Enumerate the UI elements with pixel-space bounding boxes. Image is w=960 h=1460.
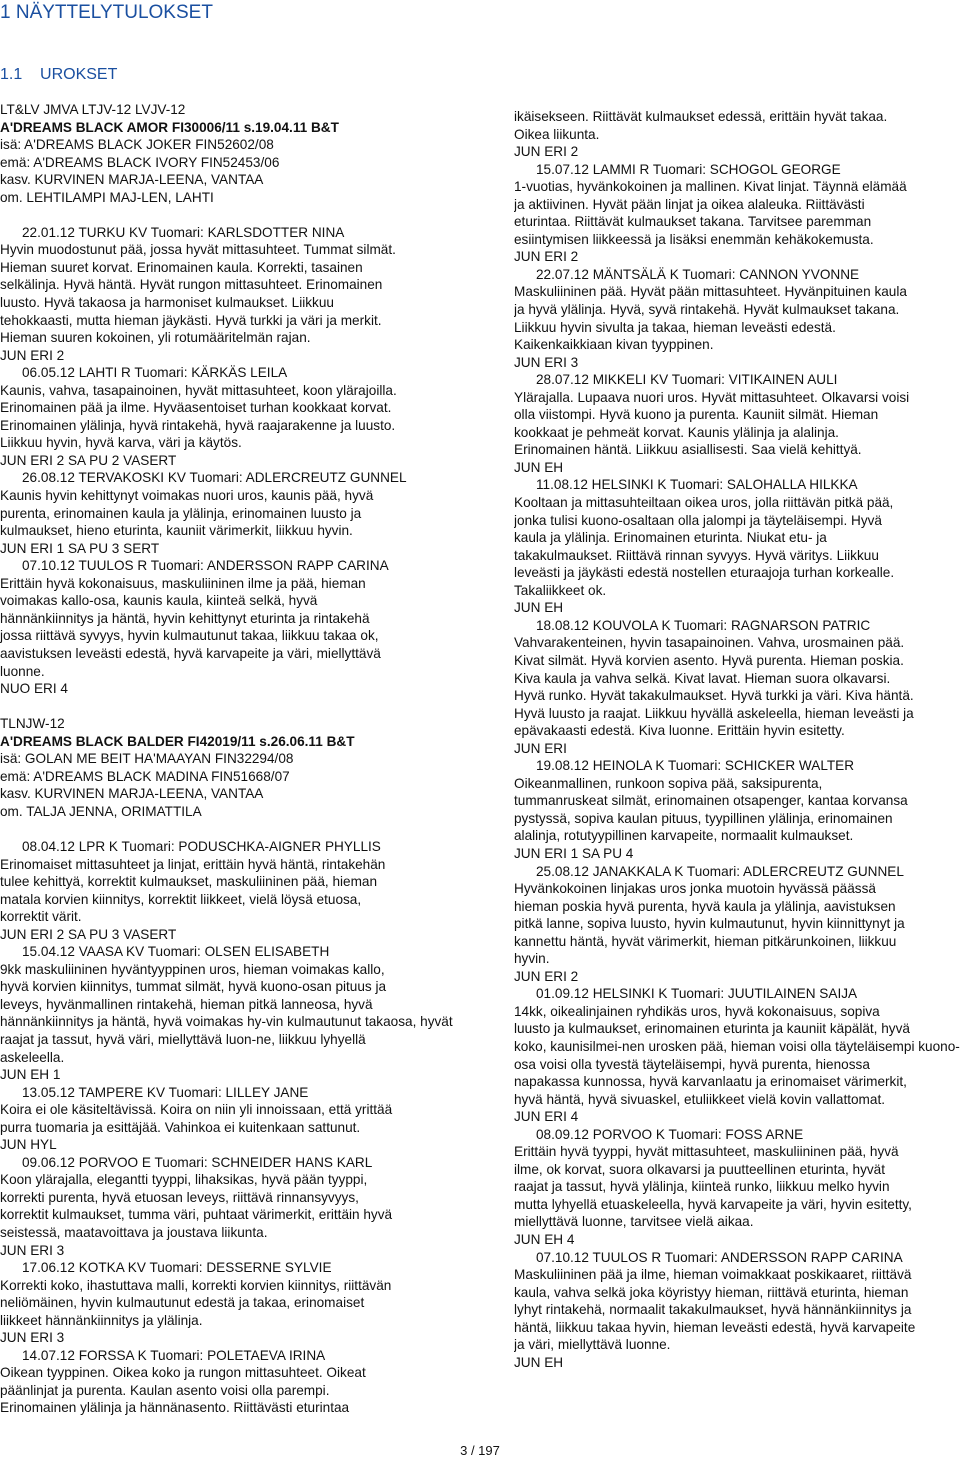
text-line: leveästi ja jäykästi edestä nostellen eturaajoja turhan korkealle. (514, 565, 895, 581)
show-result-header: 08.04.12 LPR K Tuomari: PODUSCHKA-AIGNER PHYLLIS (22, 838, 381, 854)
text-line: koko, kaunisilmei-nen urosken pää, hieman voisi olla täyteläisempi kuono- (514, 1038, 960, 1054)
text-line: 1-vuotias, hyvänkokoinen ja mallinen. Kivat linjat. Täynnä elämää (514, 179, 907, 195)
text-line: JUN ERI 1 SA PU 3 SERT (0, 540, 160, 556)
show-result-header: 18.08.12 KOUVOLA K Tuomari: RAGNARSON PATRIC (536, 617, 871, 633)
text-line: miellyttävä luonne, tarvitsee vielä aikaa. (514, 1214, 754, 1230)
show-result-header: 07.10.12 TUULOS R Tuomari: ANDERSSON RAPP CARINA (536, 1249, 903, 1265)
text-line: korrekti purenta, hyvä etuosan leveys, riittävä rinnansyvyys, (0, 1189, 359, 1205)
text-line: A'DREAMS BLACK BALDER FI42019/11 s.26.06.11 B&T (0, 733, 355, 749)
text-line: pystyssä, sopiva kaulan pituus, tyypillinen ylälinja, erinomainen (514, 810, 893, 826)
text-line: hännänkiinnitys ja häntä, hyvä voimakas hy-vin kulmautunut takaosa, hyvät (0, 1014, 453, 1030)
text-line: purra tuomaria ja esittäjää. Vahinkoa ei kuitenkaan sattunut. (0, 1119, 361, 1135)
text-line: kookkaat je pehmeät korvat. Kaunis ylälinja ja alalinja. (514, 424, 839, 440)
text-line: Erinomaiset mittasuhteet ja linjat, erittäin hyvä häntä, rintakehän (0, 856, 386, 872)
text-line: ja hyvä ylälinja. Hyvä, syvä rintakehä. Hyvät kulmaukset takana. (514, 302, 900, 318)
show-result-header: 17.06.12 KOTKA KV Tuomari: DESSERNE SYLVIE (22, 1260, 332, 1276)
text-line: LT&LV JMVA LTJV-12 LVJV-12 (0, 102, 186, 117)
text-line: takakulmaukset. Riittävä rinnan syvyys. Hyvä väritys. Liikkuu (514, 547, 879, 563)
text-line: jossa riittävä syvyys, hyvin kulmautunut takaa, liikkuu takaa ok, (0, 628, 379, 644)
right-column (514, 108, 960, 1371)
text-line: JUN ERI 2 SA PU 2 VASERT (0, 452, 177, 468)
text-line: napakassa kunnossa, hyvä karvanlaatu ja erinomaiset värimerkit, (514, 1074, 907, 1090)
text-line: JUN ERI 4 (514, 1109, 579, 1125)
text-line: pitkä lanne, sopiva luusto, hyvin kulmautunut, hyvin kiinnittynyt ja (514, 916, 905, 932)
text-line: Takaliikkeet ok. (514, 582, 607, 598)
text-line: Hieman suuren kokoinen, yli rotumääritelmän rajan. (0, 330, 311, 346)
text-line (0, 820, 462, 838)
text-line: tulee kehittyä, korrektit kulmaukset, maskuliininen pää, hieman (0, 874, 378, 890)
text-line: JUN HYL (0, 1137, 57, 1153)
text-line: om. TALJA JENNA, ORIMATTILA (0, 803, 202, 819)
text-line: Hyvin muodostunut pää, jossa hyvät mittasuhteet. Tummat silmät. (0, 242, 396, 258)
text-line: Oikeanmallinen, runkoon sopiva pää, saksipurenta, (514, 775, 823, 791)
text-line: häntä, liikkuu takaa hyvin, hieman leveästi edestä, hyvä karvapeite (514, 1319, 916, 1335)
text-line: Oikean tyyppinen. Oikea koko ja rungon mittasuhteet. Oikeat (0, 1365, 366, 1381)
text-line: olla viistompi. Hyvä kuono ja purenta. Kauniit silmät. Hieman (514, 407, 879, 423)
text-line: alalinja, rotutyypillinen karvapeite, normaalit kulmaukset. (514, 828, 854, 844)
chapter-heading: 1 NÄYTTELYTULOKSET (0, 2, 213, 23)
section-title: UROKSET (40, 66, 118, 83)
section-heading (0, 66, 117, 84)
text-line: matala korvien kiinnitys, korrektit liikkeet, vielä löysä etuosa, (0, 891, 362, 907)
show-result-header: 06.05.12 LAHTI R Tuomari: KÄRKÄS LEILA (22, 365, 288, 381)
text-line: mutta lyhyellä etuaskeleella, hyvä karvapeite ja väri, hyvin esitetty, (514, 1196, 912, 1212)
text-line: hieman poskia hyvä purenta, hyvä kaula ja ylälinja, aavistuksen (514, 898, 896, 914)
text-line: lyhyt rintakehä, normaalit takakulmaukset, hyvä hännänkiinnitys ja (514, 1302, 912, 1318)
text-line: Oikea liikunta. (514, 126, 600, 142)
text-line: JUN ERI 2 (514, 249, 579, 265)
text-line: NUO ERI 4 (0, 681, 68, 697)
show-result-header: 26.08.12 TERVAKOSKI KV Tuomari: ADLERCREUTZ GUNNEL (22, 470, 407, 486)
show-result-header: 19.08.12 HEINOLA K Tuomari: SCHICKER WALTER (536, 758, 855, 774)
text-line: osa voisi olla tyvestä täyteläisempi, hyvä purenta, hienossa (514, 1056, 870, 1072)
text-line: raajat ja tassut, hyvä väri, miellyttävä luon-ne, liikkuu lyhyellä (0, 1031, 366, 1047)
text-line: korrektit kulmaukset, tumma väri, puhtaat värimerkit, erittäin hyvä (0, 1207, 393, 1223)
text-line: Erinomainen ylälinja, hyvä rintakehä, hyvä raajarakenne ja luusto. (0, 417, 396, 433)
text-line: Korrekti koko, ihastuttava malli, korrekti korvien kiinnitys, riittävän (0, 1277, 392, 1293)
text-line: JUN ERI 2 (514, 144, 579, 160)
text-line: JUN ERI 1 SA PU 4 (514, 845, 634, 861)
text-line: Liikkuu hyvin, hyvä karva, väri ja käytös. (0, 435, 242, 451)
text-line: JUN EH (514, 600, 564, 616)
text-line: om. LEHTILAMPI MAJ-LEN, LAHTI (0, 189, 214, 205)
text-line: isä: GOLAN ME BEIT HA'MAAYAN FIN32294/08 (0, 751, 294, 767)
text-line: ja aktiivinen. Hyvät pään linjat ja oikea alaleuka. Riittävästi (514, 196, 865, 212)
text-line: JUN ERI 2 (514, 968, 579, 984)
text-line: Vahvarakenteinen, hyvin tasapainoinen. Vahva, urosmainen pää. (514, 635, 905, 651)
text-line: seistessä, maatavoittava ja joustava liikunta. (0, 1225, 268, 1240)
text-line: TLNJW-12 (0, 716, 65, 732)
text-line: isä: A'DREAMS BLACK JOKER FIN52602/08 (0, 137, 274, 153)
show-result-header: 15.04.12 VAASA KV Tuomari: OLSEN ELISABETH (22, 944, 330, 960)
text-line: neliömäinen, hyvin kulmautunut edestä ja takaa, erinomaiset (0, 1295, 365, 1311)
show-result-header: 14.07.12 FORSSA K Tuomari: POLETAEVA IRINA (22, 1347, 326, 1363)
text-line: hyvä korvien kiinnitys, tummat silmät, hyvä kuono-osan pituus ja (0, 979, 387, 995)
page-number: 3 / 197 (460, 1443, 500, 1458)
text-line: 14kk, oikealinjainen ryhdikäs uros, hyvä kokonaisuus, sopiva (514, 1003, 880, 1019)
text-line: kasv. KURVINEN MARJA-LEENA, VANTAA (0, 786, 264, 802)
text-line: Erinomainen pää ja ilme. Hyväasentoiset turhan kookkaat korvat. (0, 400, 392, 416)
text-line: tehokkaasti, mutta hieman jäykästi. Hyvä turkki ja väri ja merkit. (0, 312, 382, 328)
text-line: Koira ei ole käsiteltävissä. Koira on niin yli innoissaan, että yrittää (0, 1102, 393, 1118)
text-line: Kaikenkaikkiaan kivan tyyppinen. (514, 337, 714, 353)
show-result-header: 11.08.12 HELSINKI K Tuomari: SALOHALLA HILKKA (536, 477, 858, 493)
text-line (0, 206, 462, 224)
text-line: luonne. (0, 663, 45, 679)
show-result-header: 22.07.12 MÄNTSÄLÄ K Tuomari: CANNON YVONNE (536, 266, 860, 282)
text-line: päänlinjat ja purenta. Kaulan asento voisi olla parempi. (0, 1382, 330, 1398)
text-line: tummanruskeat silmät, erinomainen otsapenger, kantaa korvansa (514, 793, 908, 809)
text-line: esiintymisen liikkeessä ja lisäksi enemmän kehäkokemusta. (514, 231, 874, 247)
text-line: Kaunis, vahva, tasapainoinen, hyvät mittasuhteet, koon ylärajoilla. (0, 382, 397, 398)
text-line: JUN ERI 2 SA PU 3 VASERT (0, 926, 177, 942)
text-line: ja väri, miellyttävä luonne. (514, 1337, 671, 1353)
text-line: JUN EH 1 (0, 1067, 61, 1083)
text-line: JUN EH 4 (514, 1232, 575, 1247)
text-line: Erittäin hyvä tyyppi, hyvät mittasuhteet, maskuliininen pää, hyvä (514, 1144, 899, 1160)
text-line: Hyvänkokoinen linjakas uros jonka muotoin hyvässä päässä (514, 881, 876, 897)
show-result-header: 22.01.12 TURKU KV Tuomari: KARLSDOTTER NINA (22, 224, 345, 240)
text-line: Maskuliininen pää ja ilme, hieman voimakkaat poskikaaret, riittävä (514, 1267, 912, 1283)
text-line: JUN ERI 3 (0, 1330, 65, 1346)
show-result-header: 28.07.12 MIKKELI KV Tuomari: VITIKAINEN AULI (536, 372, 838, 388)
text-line: kasv. KURVINEN MARJA-LEENA, VANTAA (0, 172, 264, 188)
text-line: Erittäin hyvä kokonaisuus, maskuliininen ilme ja pää, hieman (0, 575, 366, 591)
text-line: selkälinja. Hyvä häntä. Hyvät rungon mittasuhteet. Erinomainen (0, 277, 383, 293)
text-line: luusto ja kulmaukset, erinomainen eturinta ja kauniit käpälät, hyvä (514, 1021, 910, 1037)
text-line: askeleella. (0, 1049, 65, 1065)
text-line: JUN ERI 2 (0, 347, 65, 363)
text-line: kaula ja ylälinja. Erinomainen eturinta. Niukat etu- ja (514, 530, 827, 546)
text-line: Kooltaan ja mittasuhteiltaan oikea uros, jolla riittävän pitkä pää, (514, 495, 894, 511)
text-line: jonka tulisi kuono-osaltaan olla jalompi ja täyteläisempi. Hyvä (514, 512, 882, 528)
text-line: JUN EH (514, 459, 564, 475)
text-line: Liikkuu hyvin sivulta ja takaa, hieman leveästi edestä. (514, 319, 836, 335)
text-line: JUN EH (514, 1354, 564, 1370)
text-line: JUN ERI (514, 740, 567, 756)
text-line: ikäisekseen. Riittävät kulmaukset edessä, erittäin hyvät takaa. (514, 109, 888, 124)
text-line: Hyvä runko. Hyvät takakulmaukset. Hyvä turkki ja väri. Kiva häntä. (514, 688, 914, 704)
text-line: 9kk maskuliininen hyväntyyppinen uros, hieman voimakas kallo, (0, 961, 385, 977)
text-line: emä: A'DREAMS BLACK IVORY FIN52453/06 (0, 154, 280, 170)
left-column (0, 101, 462, 1417)
text-line: purenta, erinomainen kaula ja ylälinja, erinomainen luusto ja (0, 505, 362, 521)
text-line: Hyvä luusto ja raajat. Liikkuu hyvällä askeleella, hieman leveästi ja (514, 705, 914, 721)
show-result-header: 09.06.12 PORVOO E Tuomari: SCHNEIDER HANS KARL (22, 1154, 373, 1170)
text-line: aavistuksen leveästi edestä, hyvä karvapeite ja väri, miellyttävä (0, 645, 381, 661)
text-line: luusto. Hyvä takaosa ja harmoniset kulmaukset. Liikkuu (0, 295, 334, 311)
text-line: Ylärajalla. Lupaava nuori uros. Hyvät mittasuhteet. Olkavarsi voisi (514, 389, 910, 405)
text-line: Erinomainen ylälinja ja hännänasento. Riittävästi eturintaa (0, 1400, 350, 1416)
text-line: Koon ylärajalla, elegantti tyyppi, lihaksikas, hyvä pään tyyppi, (0, 1172, 368, 1188)
text-line: kaula, vahva selkä joka köyristyy hieman, riittävä eturinta, hieman (514, 1284, 909, 1300)
text-line: voimakas kallo-osa, kaunis kaula, kiinteä selkä, hyvä (0, 593, 318, 609)
show-result-header: 01.09.12 HELSINKI K Tuomari: JUUTILAINEN SAIJA (536, 986, 858, 1002)
text-line: eturintaa. Riittävät kulmaukset takana. Tarvitsee paremman (514, 214, 872, 230)
show-result-header: 08.09.12 PORVOO K Tuomari: FOSS ARNE (536, 1126, 804, 1142)
text-line: raajat ja tassut, hyvä ylälinja, kiinteä runko, liikkuu melko hyvin (514, 1179, 890, 1195)
text-line: epävakaasti edestä. Kiva luonne. Erittäin hyvin esitetty. (514, 723, 845, 739)
text-line: liikkeet hännänkiinnitys ja ylälinja. (0, 1312, 203, 1328)
text-line: Maskuliininen pää. Hyvät pään mittasuhteet. Hyvänpituinen kaula (514, 284, 907, 300)
show-result-header: 25.08.12 JANAKKALA K Tuomari: ADLERCREUTZ GUNNEL (536, 863, 904, 879)
show-result-header: 07.10.12 TUULOS R Tuomari: ANDERSSON RAPP CARINA (22, 558, 389, 574)
text-line: leveys, hyvänmallinen rintakehä, hieman pitkä lanneosa, hyvä (0, 996, 373, 1012)
text-line: Hieman suuret korvat. Erinomainen kaula. Korrekti, tasainen (0, 259, 363, 275)
text-line: hyvä häntä, hyvä sivuaskel, etuliikkeet vielä kovin vallattomat. (514, 1091, 885, 1107)
text-line: Kaunis hyvin kehittynyt voimakas nuori uros, kaunis pää, hyvä (0, 488, 374, 504)
text-line: Kiva kaula ja vahva selkä. Kivat lavat. Hieman suora olkavarsi. (514, 670, 891, 686)
text-line: kannettu häntä, hyvät värimerkit, hieman pitkärunkoinen, liikkuu (514, 933, 897, 949)
text-line: A'DREAMS BLACK AMOR FI30006/11 s.19.04.11 B&T (0, 119, 339, 135)
text-line: ilme, ok korvat, suora olkavarsi ja puutteellinen eturinta, hyvät (514, 1161, 885, 1177)
section-number: 1.1 (0, 66, 23, 83)
text-line: hyvin. (514, 951, 550, 967)
text-line: Erinomainen häntä. Liikkuu asiallisesti. Saa vielä kehittyä. (514, 442, 862, 458)
text-line: korrektit värit. (0, 909, 82, 925)
text-line: Kivat silmät. Hyvä korvien asento. Hyvä purenta. Hieman poskia. (514, 652, 904, 668)
text-line (0, 698, 462, 716)
text-line: JUN ERI 3 (0, 1242, 65, 1258)
show-result-header: 15.07.12 LAMMI R Tuomari: SCHOGOL GEORGE (536, 161, 841, 177)
text-line: JUN ERI 3 (514, 354, 579, 370)
text-line: hännänkiinnitys ja häntä, hyvin kehittynyt eturinta ja rintakehä (0, 610, 370, 626)
text-line: kulmaukset, hieno eturinta, kauniit värimerkit, liikkuu hyvin. (0, 523, 353, 539)
show-result-header: 13.05.12 TAMPERE KV Tuomari: LILLEY JANE (22, 1084, 309, 1100)
text-line: emä: A'DREAMS BLACK MADINA FIN51668/07 (0, 768, 290, 784)
